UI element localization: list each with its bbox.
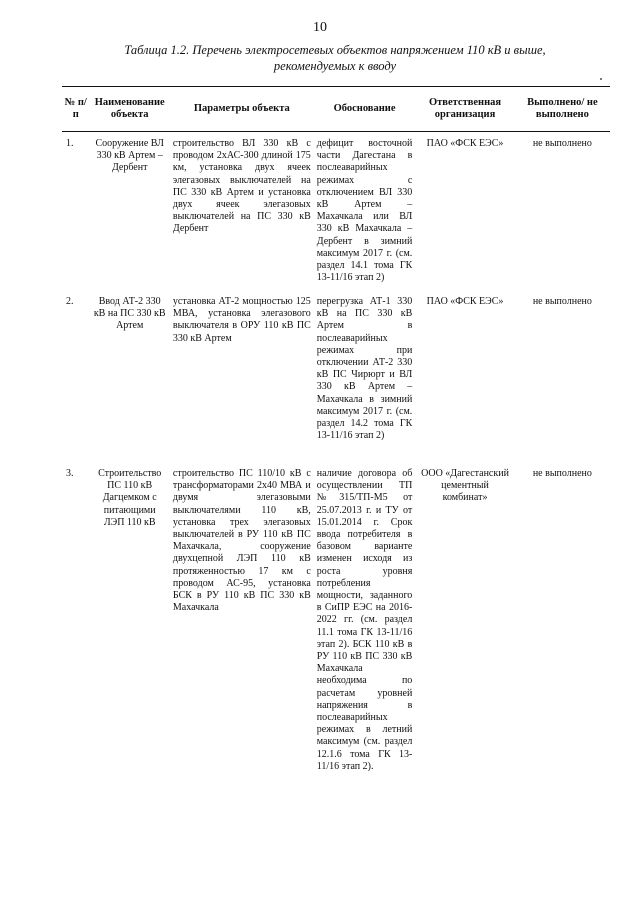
table-row <box>62 132 610 291</box>
row-num: 2. <box>66 296 74 307</box>
row-status: не выполнено <box>532 138 592 149</box>
row-reason: перегрузка АТ-1 330 кВ на ПС 330 кВ Артем в послеаварийных режимах при отключении АТ-2 330 кВ ПС Чирюрт и ВЛ 330 кВ Артем – Махачкала в зимний максимум 2017 г. (см. раздел 14.2 тома ГК 13-11/16 этап 2) <box>316 296 413 442</box>
header-reason: Обоснование <box>314 87 416 132</box>
table-caption: Таблица 1.2. Перечень электросетевых объектов напряжением 110 кВ и выше, рекомендуемых к вводу <box>124 43 546 73</box>
row-params: строительство ПС 110/10 кВ с трансформаторами 2х40 МВА и двумя элегазовыми выключателями 110 кВ, установка трех элегазовых выключателей в РУ 110 кВ ПС Махачкала, сооружение двухцепной ЛЭП 110 кВ протяженностью 17 км с проводом АС-95, установка БСК в РУ 110 кВ ПС 330 кВ Махачкала <box>172 468 311 614</box>
row-reason: наличие договора об осуществлении ТП №315/ТП-М5 от 25.07.2013 г. и ТУ от 15.01.2014 г. Срок ввода потребителя в базовом варианте изменен исходя из роста уровня потребления мощности, заданного в СиПР ЕЭС на 2016-2022 гг. (см. раздел 11.1 тома ГК 13-11/16 этап 2). БСК 110 кВ в РУ 110 кВ ПС 330 кВ Махачкала необходима по расчетам уровней напряжения в послеаварийных режимах в летний максимум (см. раздел 12.1.6 тома ГК 13-11/16 этап 2). <box>316 468 413 772</box>
row-num: 3. <box>66 468 74 479</box>
objects-table <box>62 86 610 868</box>
page-number: 10 <box>313 20 327 35</box>
row-params: строительство ВЛ 330 кВ с проводом 2хАС-300 длиной 175 км, установка двух ячеек элегазовых выключателей на ПС 330 кВ Артем и установка двух ячеек элегазовых выключателей на ПС 330 кВ Дербент <box>172 138 311 235</box>
row-org: ПАО «ФСК ЕЭС» <box>426 296 504 307</box>
row-reason: дефицит восточной части Дагестана в послеаварийных режимах с отключением ВЛ 330 кВ Артем – Махачкала или ВЛ 330 кВ Махачкала – Дербент в зимний максимум 2017 г. (см. раздел 14.1 тома ГК 13-11/16 этап 2) <box>316 138 413 284</box>
row-name: Строительство ПС 110 кВ Дагцемком с питающими ЛЭП 110 кВ <box>98 468 162 528</box>
row-name: Сооружение ВЛ 330 кВ Артем – Дербент <box>95 138 164 174</box>
header-status: Выполнено/ не выполнено <box>515 87 610 132</box>
header-params: Параметры объекта <box>170 87 314 132</box>
row-name: Ввод АТ-2 330 кВ на ПС 330 кВ Артем <box>93 296 166 332</box>
row-org: ООО «Дагестанский цементный комбинат» <box>421 468 509 504</box>
table-row <box>62 290 610 462</box>
header-num: № п/п <box>62 87 90 132</box>
row-status: не выполнено <box>532 296 592 307</box>
header-name: Наименование объекта <box>90 87 170 132</box>
table-row <box>62 462 610 868</box>
row-num: 1. <box>66 138 74 149</box>
header-org: Ответственная организация <box>415 87 514 132</box>
row-org: ПАО «ФСК ЕЭС» <box>426 138 504 149</box>
row-status: не выполнено <box>532 468 592 479</box>
row-params: установка АТ-2 мощностью 125 МВА, установка элегазового выключателя в ОРУ 110 кВ ПС 330 кВ Артем <box>172 296 311 344</box>
table-header-row <box>62 87 610 132</box>
scan-mark <box>600 78 602 80</box>
